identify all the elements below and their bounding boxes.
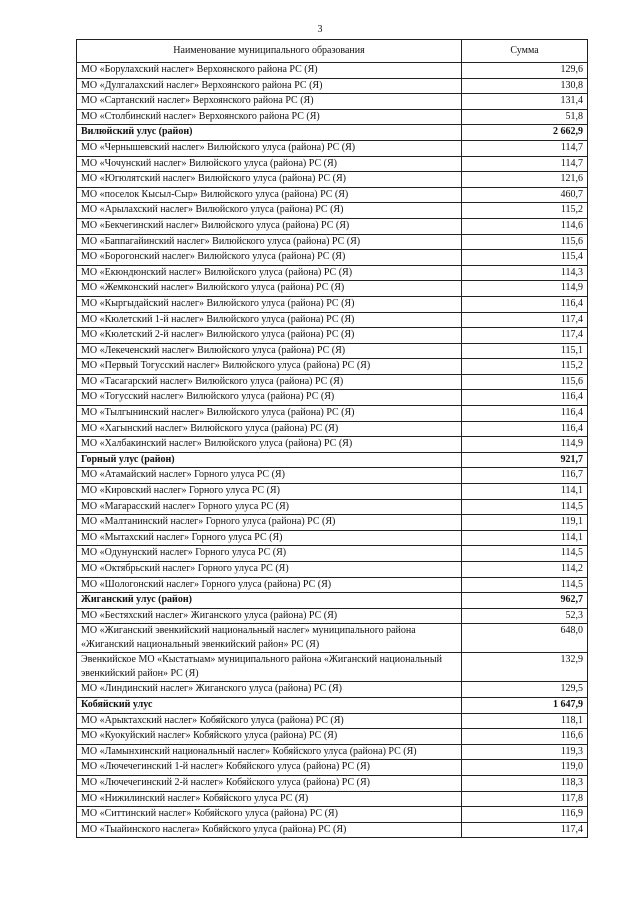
sum-value: 962,7 (462, 593, 588, 609)
table-row (77, 312, 588, 328)
sum-value: 116,4 (462, 406, 588, 422)
table-row (77, 374, 588, 390)
table-row (77, 822, 588, 838)
municipality-name: МО «Лючечегинский 1-й наслег» Кобяйского улуса (района) РС (Я) (77, 760, 462, 776)
table-body (77, 63, 588, 838)
sum-value: 114,1 (462, 484, 588, 500)
municipality-name: МО «Ламынхинский национальный наслег» Кобяйского улуса (района) РС (Я) (77, 744, 462, 760)
table-row (77, 468, 588, 484)
municipality-name: МО «Линдинский наслег» Жиганского улуса (района) РС (Я) (77, 682, 462, 698)
table-row (77, 265, 588, 281)
sum-value: 118,3 (462, 775, 588, 791)
municipality-name: МО «Кыргыдайский наслег» Вилюйского улуса (района) РС (Я) (77, 296, 462, 312)
table-row (77, 172, 588, 188)
sum-value: 460,7 (462, 187, 588, 203)
municipality-name: МО «Борулахский наслег» Верхоянского района РС (Я) (77, 63, 462, 79)
table-row (77, 359, 588, 375)
municipality-name: МО «Тасагарский наслег» Вилюйского улуса (района) РС (Я) (77, 374, 462, 390)
municipality-name: МО «Тыайинского наслега» Кобяйского улуса (района) РС (Я) (77, 822, 462, 838)
municipality-name: МО «Халбакинский наслег» Вилюйского улуса (района) РС (Я) (77, 437, 462, 453)
table-row (77, 421, 588, 437)
municipality-name: МО «Арылахский наслег» Вилюйского улуса (района) РС (Я) (77, 203, 462, 219)
page-number: 3 (317, 24, 323, 35)
municipality-name: Горный улус (район) (77, 452, 462, 468)
table-row (77, 608, 588, 624)
municipality-name: МО «Тылгынинский наслег» Вилюйского улуса (района) РС (Я) (77, 406, 462, 422)
municipality-name: Эвенкийское МО «Кыстатыам» муниципального района «Жиганский национальный эвенкийский район» РС (Я) (77, 653, 462, 682)
sum-value: 51,8 (462, 109, 588, 125)
table-row (77, 546, 588, 562)
table-row (77, 577, 588, 593)
table-row (77, 484, 588, 500)
sum-value: 114,7 (462, 156, 588, 172)
table-row (77, 78, 588, 94)
table-row (77, 562, 588, 578)
municipality-name: МО «Арыктахский наслег» Кобяйского улуса (района) РС (Я) (77, 713, 462, 729)
sum-value: 921,7 (462, 452, 588, 468)
sum-value: 114,1 (462, 530, 588, 546)
table-row (77, 203, 588, 219)
table-row (77, 515, 588, 531)
table-row (77, 218, 588, 234)
sum-value: 116,4 (462, 296, 588, 312)
sum-value: 116,6 (462, 729, 588, 745)
municipality-name: МО «Югюлятский наслег» Вилюйского улуса (района) РС (Я) (77, 172, 462, 188)
municipality-name: МО «Кюлетский 2-й наслег» Вилюйского улуса (района) РС (Я) (77, 328, 462, 344)
table-row (77, 94, 588, 110)
municipality-name: МО «Чернышевский наслег» Вилюйского улуса (района) РС (Я) (77, 140, 462, 156)
sum-value: 115,1 (462, 343, 588, 359)
table-row (77, 682, 588, 698)
municipality-name: МО «Малтанинский наслег» Горного улуса (района) РС (Я) (77, 515, 462, 531)
table-row (77, 744, 588, 760)
sum-value: 115,2 (462, 203, 588, 219)
municipality-name: МО «Лекеченский наслег» Вилюйского улуса (района) РС (Я) (77, 343, 462, 359)
table-row (77, 499, 588, 515)
sum-value: 115,6 (462, 374, 588, 390)
municipality-name: МО «поселок Кысыл-Сыр» Вилюйского улуса (района) РС (Я) (77, 187, 462, 203)
sum-value: 129,6 (462, 63, 588, 79)
municipality-name: МО «Кюлетский 1-й наслег» Вилюйского улуса (района) РС (Я) (77, 312, 462, 328)
sum-value: 1 647,9 (462, 697, 588, 713)
group-row (77, 452, 588, 468)
table-row (77, 234, 588, 250)
municipality-name: МО «Кировский наслег» Горного улуса РС (Я) (77, 484, 462, 500)
municipality-name: МО «Дулгалахский наслег» Верхоянского района РС (Я) (77, 78, 462, 94)
table-row (77, 791, 588, 807)
sum-value: 114,6 (462, 218, 588, 234)
sum-value: 114,2 (462, 562, 588, 578)
table-row (77, 760, 588, 776)
municipality-name: МО «Чочунский наслег» Вилюйского улуса (района) РС (Я) (77, 156, 462, 172)
municipality-name: МО «Бестяхский наслег» Жиганского улуса (района) РС (Я) (77, 608, 462, 624)
sum-value: 114,5 (462, 546, 588, 562)
table-row (77, 713, 588, 729)
sum-value: 117,8 (462, 791, 588, 807)
table-row (77, 343, 588, 359)
sum-value: 116,9 (462, 807, 588, 823)
sum-value: 130,8 (462, 78, 588, 94)
municipality-name: МО «Баппагайинский наслег» Вилюйского улуса (района) РС (Я) (77, 234, 462, 250)
municipality-name: МО «Шологонский наслег» Горного улуса (района) РС (Я) (77, 577, 462, 593)
sum-value: 52,3 (462, 608, 588, 624)
table-row (77, 109, 588, 125)
sum-value: 648,0 (462, 624, 588, 653)
sum-value: 115,6 (462, 234, 588, 250)
header-sum: Сумма (462, 40, 588, 63)
sum-value: 116,4 (462, 421, 588, 437)
table-row (77, 624, 588, 653)
municipality-name: МО «Атамайский наслег» Горного улуса РС (Я) (77, 468, 462, 484)
municipality-name: МО «Нижилинский наслег» Кобяйского улуса РС (Я) (77, 791, 462, 807)
table-row (77, 250, 588, 266)
municipality-name: МО «Тогусский наслег» Вилюйского улуса (района) РС (Я) (77, 390, 462, 406)
header-name: Наименование муниципального образования (77, 40, 462, 63)
sum-value: 129,5 (462, 682, 588, 698)
municipality-name: МО «Жемконский наслег» Вилюйского улуса (района) РС (Я) (77, 281, 462, 297)
table-row (77, 63, 588, 79)
sum-value: 132,9 (462, 653, 588, 682)
sum-value: 119,3 (462, 744, 588, 760)
municipality-name: МО «Сартанский наслег» Верхоянского района РС (Я) (77, 94, 462, 110)
table-row (77, 729, 588, 745)
municipality-name: МО «Екюндюнский наслег» Вилюйского улуса (района) РС (Я) (77, 265, 462, 281)
sum-value: 119,1 (462, 515, 588, 531)
municipality-name: МО «Мытахский наслег» Горного улуса РС (Я) (77, 530, 462, 546)
table-row (77, 775, 588, 791)
table-row (77, 296, 588, 312)
sum-value: 117,4 (462, 328, 588, 344)
sum-value: 115,2 (462, 359, 588, 375)
table-row (77, 406, 588, 422)
table-row (77, 530, 588, 546)
table-row (77, 807, 588, 823)
sum-value: 116,7 (462, 468, 588, 484)
group-row (77, 697, 588, 713)
municipal-sum-table (76, 39, 588, 838)
table-row (77, 437, 588, 453)
municipality-name: Жиганский улус (район) (77, 593, 462, 609)
municipality-name: МО «Столбинский наслег» Верхоянского района РС (Я) (77, 109, 462, 125)
municipality-name: МО «Магарасский наслег» Горного улуса РС (Я) (77, 499, 462, 515)
sum-value: 2 662,9 (462, 125, 588, 141)
municipality-name: Вилюйский улус (район) (77, 125, 462, 141)
sum-value: 114,3 (462, 265, 588, 281)
sum-value: 114,9 (462, 437, 588, 453)
municipality-name: МО «Лючечегинский 2-й наслег» Кобяйского улуса (района) РС (Я) (77, 775, 462, 791)
sum-value: 114,5 (462, 499, 588, 515)
sum-value: 117,4 (462, 822, 588, 838)
municipality-name: МО «Бекчегинский наслег» Вилюйского улуса (района) РС (Я) (77, 218, 462, 234)
group-row (77, 125, 588, 141)
table-row (77, 328, 588, 344)
municipality-name: МО «Куокуйский наслег» Кобяйского улуса (района) РС (Я) (77, 729, 462, 745)
sum-value: 131,4 (462, 94, 588, 110)
sum-value: 121,6 (462, 172, 588, 188)
sum-value: 119,0 (462, 760, 588, 776)
table-header-row (77, 40, 588, 63)
table-row (77, 390, 588, 406)
municipality-name: МО «Борогонский наслег» Вилюйского улуса (района) РС (Я) (77, 250, 462, 266)
table-row (77, 187, 588, 203)
table-row (77, 140, 588, 156)
municipality-name: МО «Ситтинский наслег» Кобяйского улуса (района) РС (Я) (77, 807, 462, 823)
sum-value: 114,7 (462, 140, 588, 156)
municipality-name: МО «Первый Тогусский наслег» Вилюйского улуса (района) РС (Я) (77, 359, 462, 375)
municipality-name: Кобяйский улус (77, 697, 462, 713)
table-row (77, 156, 588, 172)
sum-value: 115,4 (462, 250, 588, 266)
sum-value: 117,4 (462, 312, 588, 328)
group-row (77, 593, 588, 609)
table-row (77, 281, 588, 297)
municipality-name: МО «Жиганский эвенкийский национальный наслег» муниципального района «Жиганский национальный эвенкийский район» РС (Я) (77, 624, 462, 653)
sum-value: 118,1 (462, 713, 588, 729)
municipality-name: МО «Октябрьский наслег» Горного улуса РС (Я) (77, 562, 462, 578)
municipality-name: МО «Хагынский наслег» Вилюйского улуса (района) РС (Я) (77, 421, 462, 437)
table-row (77, 653, 588, 682)
sum-value: 114,5 (462, 577, 588, 593)
sum-value: 116,4 (462, 390, 588, 406)
municipality-name: МО «Одунунский наслег» Горного улуса РС (Я) (77, 546, 462, 562)
sum-value: 114,9 (462, 281, 588, 297)
